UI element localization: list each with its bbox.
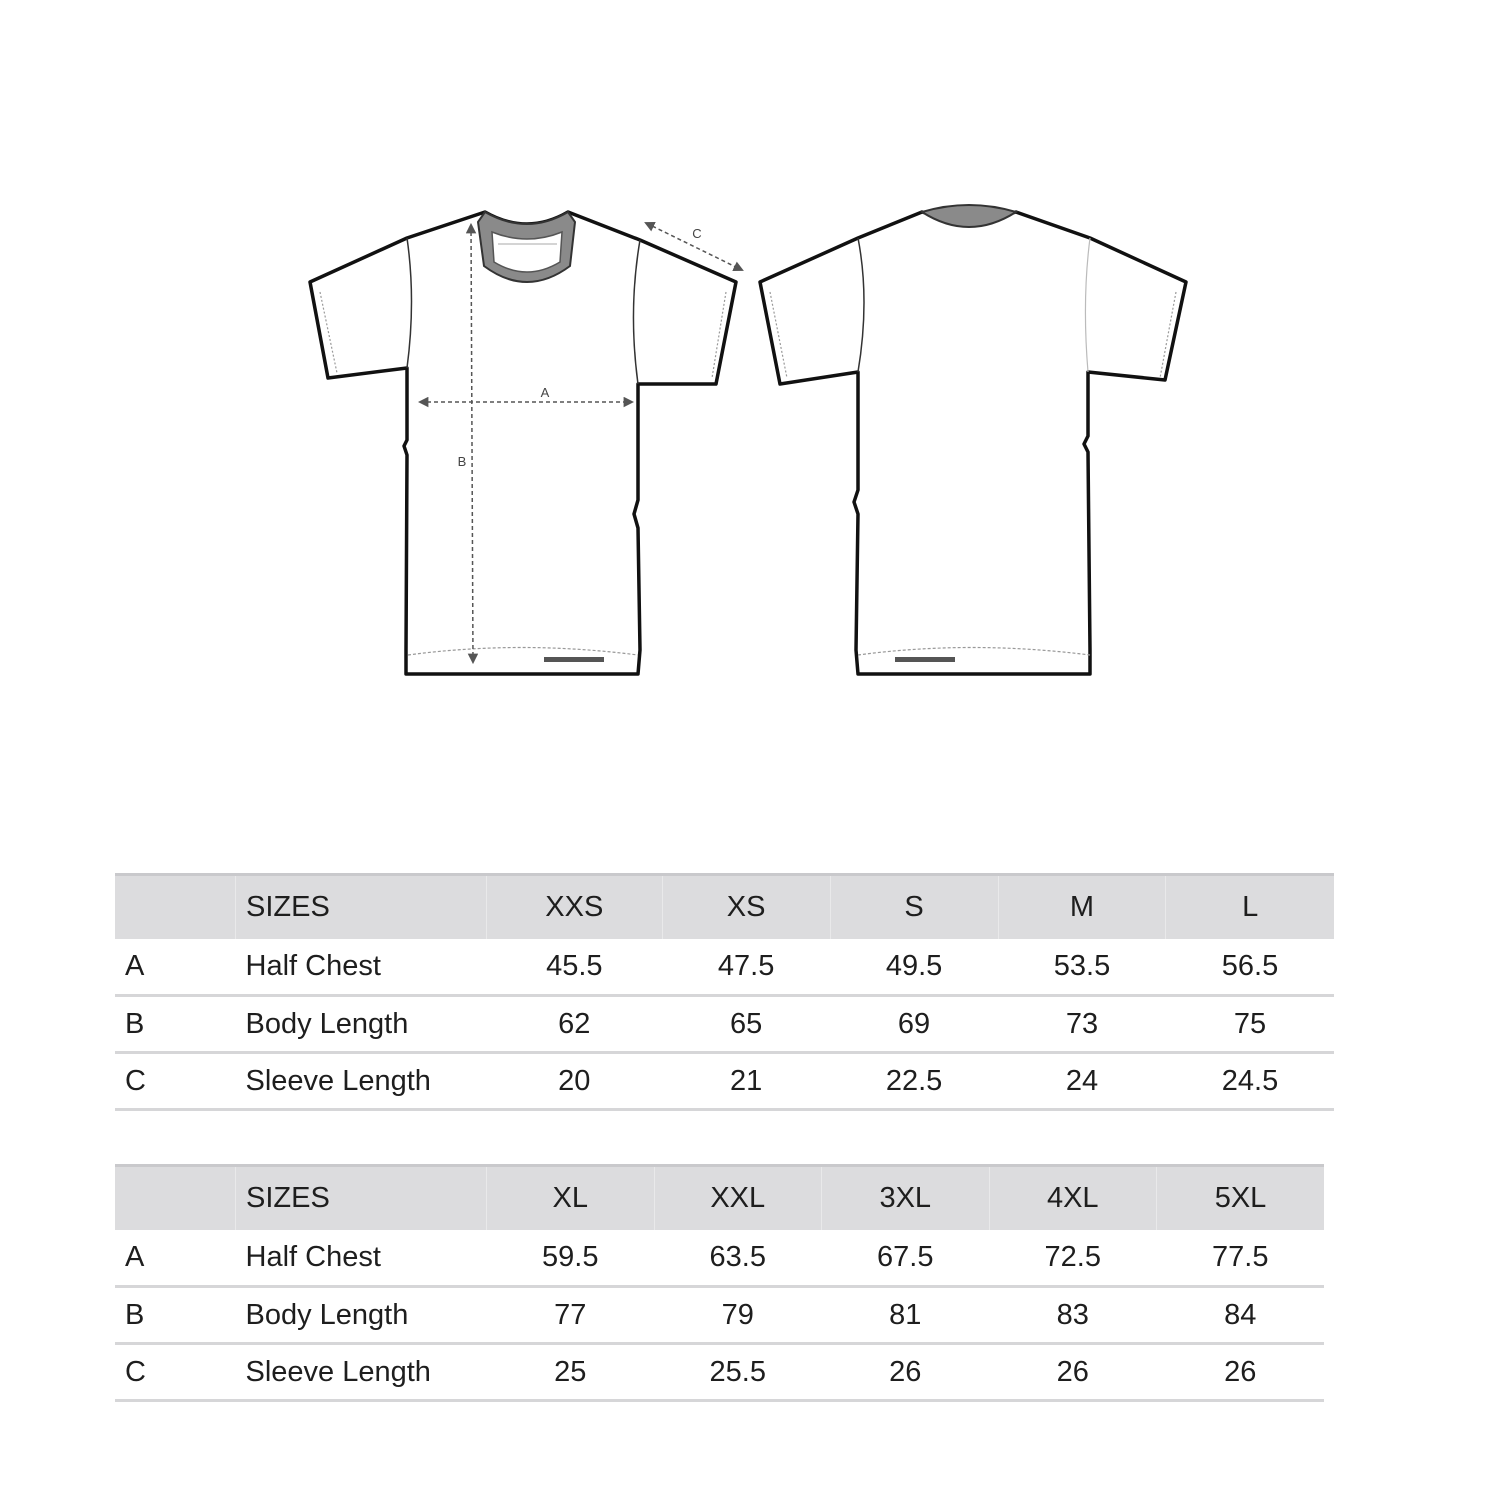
measure-value: 25: [554, 1355, 587, 1388]
measure-value: 26: [1224, 1355, 1257, 1388]
measure-value: 69: [897, 1007, 931, 1040]
measure-value: 81: [889, 1298, 922, 1331]
measure-name: Body Length: [245, 1007, 409, 1040]
measure-value: 21: [729, 1064, 763, 1097]
measure-value: 47.5: [717, 949, 775, 982]
measure-value: 56.5: [1221, 949, 1279, 982]
size-table-1: [115, 873, 1334, 1111]
measure-letter: A: [125, 1240, 145, 1273]
measure-value: 26: [889, 1355, 922, 1388]
back-outline: [760, 212, 1186, 674]
table-row: [115, 996, 1334, 1053]
measure-value: 49.5: [885, 949, 943, 982]
table-row: [115, 1344, 1324, 1401]
size-header: 4XL: [989, 1166, 1157, 1230]
size-header: XXL: [654, 1166, 822, 1230]
size-header: L: [1166, 875, 1334, 939]
measure-name: Body Length: [245, 1298, 409, 1331]
size-table-2: [115, 1164, 1324, 1402]
size-header: M: [998, 875, 1166, 939]
size-header: 5XL: [1157, 1166, 1325, 1230]
sizes-header-label: SIZES: [236, 1166, 487, 1230]
size-header: XL: [487, 1166, 655, 1230]
measure-letter: B: [125, 1298, 145, 1331]
size-header: S: [830, 875, 998, 939]
measure-name: Sleeve Length: [245, 1064, 431, 1097]
size-header: XS: [662, 875, 830, 939]
measure-value: 24.5: [1221, 1064, 1279, 1097]
measure-value: 62: [558, 1007, 591, 1040]
measure-value: 84: [1224, 1298, 1257, 1331]
table-row: [115, 1287, 1324, 1344]
measure-value: 67.5: [877, 1240, 934, 1273]
sizes-header-label: SIZES: [236, 875, 487, 939]
table-row: [115, 939, 1334, 996]
measure-value: 20: [558, 1064, 591, 1097]
size-header-row: [115, 875, 1334, 939]
tshirt-back-view: [760, 205, 1186, 674]
measure-letter: C: [125, 1355, 146, 1388]
table-row: [115, 1230, 1324, 1287]
measure-label-b: B: [457, 454, 467, 469]
measure-value: 26: [1056, 1355, 1089, 1388]
measure-letter: A: [125, 949, 145, 982]
size-header: 3XL: [822, 1166, 990, 1230]
measure-letter: B: [125, 1007, 145, 1040]
measure-value: 63.5: [709, 1240, 766, 1273]
measure-name: Sleeve Length: [245, 1355, 431, 1388]
measure-value: 72.5: [1044, 1240, 1101, 1273]
size-header: XXS: [487, 875, 663, 939]
measure-value: 45.5: [546, 949, 603, 982]
measure-value: 65: [729, 1007, 763, 1040]
measure-value: 25.5: [709, 1355, 766, 1388]
measure-value: 77: [554, 1298, 587, 1331]
measure-value: 79: [721, 1298, 754, 1331]
measure-label-a: A: [540, 385, 550, 400]
measure-name: Half Chest: [245, 1240, 381, 1273]
tshirt-front-view: [310, 212, 742, 674]
measure-value: 75: [1233, 1007, 1267, 1040]
measure-value: 59.5: [542, 1240, 599, 1273]
measure-label-c: C: [692, 226, 702, 241]
measure-value: 73: [1065, 1007, 1099, 1040]
measure-value: 83: [1056, 1298, 1089, 1331]
size-header-row: [115, 1166, 1324, 1230]
measure-value: 77.5: [1212, 1240, 1269, 1273]
measure-name: Half Chest: [245, 949, 381, 982]
measure-value: 24: [1065, 1064, 1099, 1097]
table-row: [115, 1053, 1334, 1110]
measure-letter: C: [125, 1064, 146, 1097]
measure-value: 53.5: [1053, 949, 1111, 982]
measure-value: 22.5: [885, 1064, 943, 1097]
